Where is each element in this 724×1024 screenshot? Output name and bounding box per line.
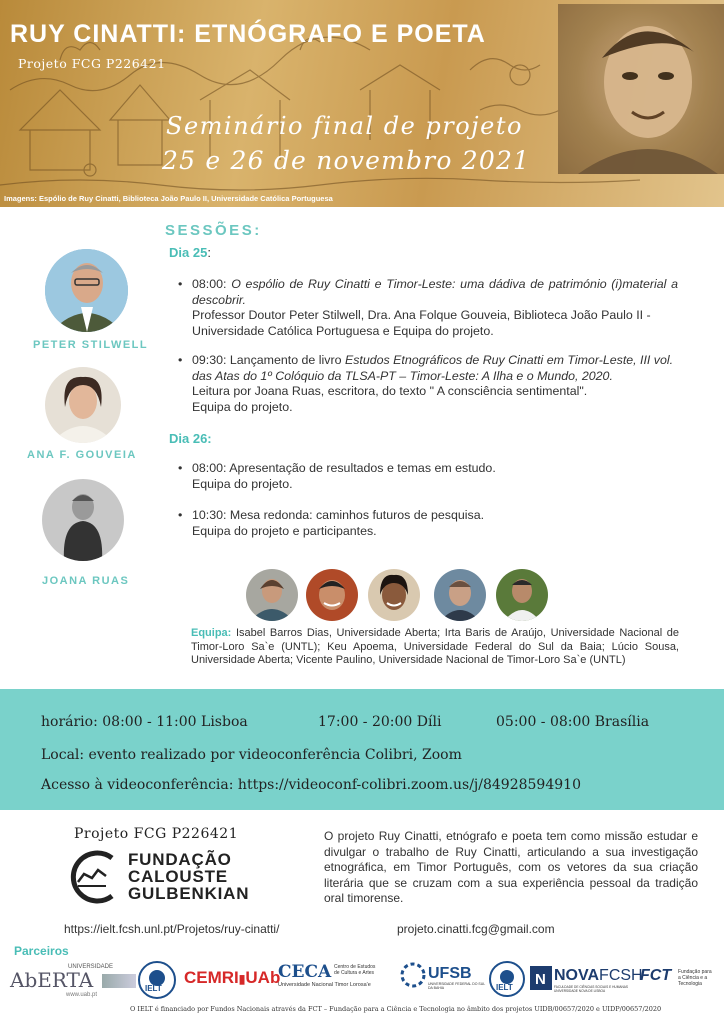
videoconference-link[interactable]: Acesso à videoconferência: https://videoconf-colibri.zoom.us/j/84928594910: [41, 777, 581, 793]
day25-label: Dia 25:: [169, 245, 211, 260]
sessions-heading: SESSÕES:: [165, 222, 262, 239]
speaker-name: ANA F. GOUVEIA: [27, 449, 137, 461]
ielt-emblem-icon: [487, 960, 527, 998]
fct-logo: FCT Fundação para a Ciência e a Tecnologia: [640, 967, 712, 987]
speaker-name: JOANA RUAS: [42, 575, 130, 587]
schedule-dili: 17:00 - 20:00 Díli: [318, 714, 442, 730]
ielt-logo-2: IELT: [487, 960, 527, 1003]
session-item: • 08:00: Apresentação de resultados e temas em estudo. Equipa do projeto.: [178, 461, 496, 491]
seminar-dates: 25 e 26 de novembro 2021: [162, 146, 531, 175]
team-photo: [246, 569, 298, 621]
schedule-brasilia: 05:00 - 08:00 Brasília: [496, 714, 650, 730]
ceca-logo: CECA Universidade Nacional Timor Lorosa'e Centro de Estudos de Cultura e Artes: [278, 962, 376, 988]
ruy-cinatti-portrait: [558, 4, 724, 174]
project-description: O projeto Ruy Cinatti, etnógrafo e poeta tem como missão estudar e divulgar o trabalho de Ruy Cinatti, articulando a sua investigação etnográfica, em Timor Português, com os vetores da sua criação literária que se cruzam com a sua experiência pessoal da tradição oral timorense.: [324, 829, 698, 905]
gulbenkian-name: FUNDAÇÃO CALOUSTE GULBENKIAN: [128, 850, 250, 903]
team-list: Equipa: Isabel Barros Dias, Universidade Aberta; Irta Baris de Araújo, Universidade Nacional de Timor-Loro Sa`e (UNTL); Keu Apoema, Universidade Federal do Sul da Baia; Lúcio Sousa, Universidade Aberta; Vicente Paulino, Universidade Nacional de Timor-Loro Sa`e (UNTL): [191, 627, 679, 666]
nova-emblem-icon: [530, 966, 552, 990]
session-item: • 09:30: Lançamento de livro Estudos Etnográficos de Ruy Cinatti em Timor-Leste, III vol. das Atas do 1º Colóquio da TLSA-PT – Timor-Leste: A Ilha e o Mundo, 2020. Leitura por Joana Ruas, escritora, do texto " A consciência sentimental". Equipa do projeto.: [178, 353, 674, 414]
svg-text:N: N: [535, 971, 546, 988]
speaker-photo: [45, 249, 128, 332]
day26-label: Dia 26:: [169, 431, 212, 446]
gulbenkian-logo-icon: [64, 848, 124, 906]
team-photo: [306, 569, 358, 621]
team-photo: [434, 569, 486, 621]
cemri-uab-logo: CEMRI▮UAb: [184, 968, 281, 987]
schedule-band: [0, 689, 724, 810]
image-credit: Imagens: Espólio de Ruy Cinatti, Biblioteca João Paulo II, Universidade Católica Portuguesa: [4, 194, 333, 203]
ufsb-logo: UFSB UNIVERSIDADE FEDERAL DO SUL DA BAHIA: [400, 962, 426, 993]
partners-heading: Parceiros: [14, 944, 69, 958]
nova-fcsh-logo: N NOVAFCSH FACULDADE DE CIÊNCIAS SOCIAIS E HUMANAS UNIVERSIDADE NOVA DE LISBOA: [530, 966, 552, 995]
session-item: • 08:00: O espólio de Ruy Cinatti e Timor-Leste: uma dádiva de património (i)material a descobrir. Professor Doutor Peter Stilwell, Dra. Ana Folque Gouveia, Biblioteca João Paulo II - Universidade Católica Portuguesa e Equipa do projeto.: [178, 277, 678, 338]
funding-statement: O IELT é financiado por Fundos Nacionais através da FCT – Fundação para a Ciência e Tecnologia no âmbito dos projetos UIDB/00657/2020 e UIDP/00657/2020: [130, 1005, 662, 1013]
footer-project-code: Projeto FCG P226421: [74, 826, 239, 842]
speaker-photo: [45, 367, 121, 443]
seminar-heading: Seminário final de projeto: [166, 112, 523, 140]
project-code: Projeto FCG P226421: [18, 56, 166, 71]
speaker-photo: [42, 479, 124, 561]
page-title: RUY CINATTI: ETNÓGRAFO E POETA: [10, 20, 486, 48]
project-email-link[interactable]: projeto.cinatti.fcg@gmail.com: [397, 922, 555, 936]
header-banner: [0, 0, 724, 207]
ielt-logo: IELT: [136, 960, 178, 1005]
project-website-link[interactable]: https://ielt.fcsh.unl.pt/Projetos/ruy-cinatti/: [64, 922, 280, 936]
speaker-name: PETER STILWELL: [33, 339, 149, 351]
schedule-lisboa: horário: 08:00 - 11:00 Lisboa: [41, 714, 248, 730]
team-photo: [368, 569, 420, 621]
team-photo: [496, 569, 548, 621]
session-item: • 10:30: Mesa redonda: caminhos futuros de pesquisa. Equipa do projeto e participantes.: [178, 508, 485, 538]
ufsb-emblem-icon: [400, 962, 426, 988]
event-location: Local: evento realizado por videoconferência Colibri, Zoom: [41, 747, 462, 763]
ielt-emblem-icon: [136, 960, 178, 1000]
